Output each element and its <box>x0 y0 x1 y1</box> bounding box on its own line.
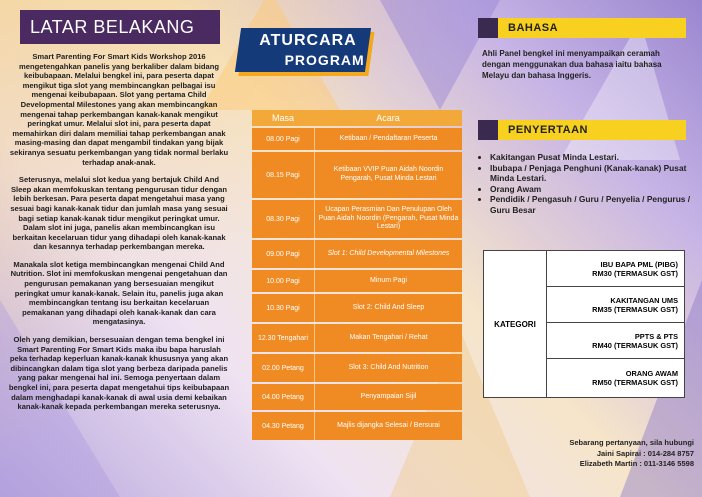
paragraph: Oleh yang demikian, bersesuaian dengan tema bengkel ini Smart Parenting For Smart Kids maka ibu bapa haruslah peka terhadap keperluan kanak-kanak khususnya yang akan dibincangkan dalam tiga slot yang berbeza daripada panelis yang pakar mengenai hal ini. Semoga penyertaan dalam bengkel ini, para peserta dapat mengetahui tips keibubapaan dalam menghadapi kanak-kanak di awal usia demi kebaikan kanak-kanak kepada perkembangan mereka seterusnya. <box>8 335 230 412</box>
kategori-table <box>483 250 685 398</box>
kategori-row <box>546 287 684 323</box>
schedule-row <box>252 354 462 382</box>
kategori-row <box>546 251 684 287</box>
schedule-row <box>252 128 462 150</box>
kategori-row <box>546 323 684 359</box>
schedule-row <box>252 152 462 198</box>
banner-line1: ATURCARA <box>259 32 357 49</box>
row-event: Minum Pagi <box>370 276 407 284</box>
kategori-fee: RM50 (TERMASUK GST) <box>592 378 678 387</box>
row-time: 08.30 Pagi <box>252 200 315 238</box>
kategori-fee: RM30 (TERMASUK GST) <box>592 268 678 278</box>
schedule-row <box>252 384 462 410</box>
penyertaan-heading <box>478 120 686 140</box>
row-event: Slot 1: Child Developmental Milestones <box>327 249 450 257</box>
row-event: Slot 2: Child And Sleep <box>352 303 425 311</box>
row-event: Ketibaan / Pendaftaran Peserta <box>339 134 438 142</box>
contact-line: Elizabeth Martin : 011-3146 5598 <box>579 459 694 468</box>
latar-belakang-title: LATAR BELAKANG <box>20 10 220 44</box>
row-time: 10.00 Pagi <box>252 270 315 292</box>
penyertaan-list <box>478 152 702 216</box>
contact-line: Jaini Sapirai : 014-284 8757 <box>596 448 694 458</box>
contact-info <box>486 438 694 470</box>
paragraph: Manakala slot ketiga membincangkan mengenai Child And Nutrition. Slot ini memfokuskan mengenai pengetahuan dan pengurusan pemakanan yang bersesuaian mengikut peringkat umur kanak-kanak. Selain itu, panelis juga akan membincangkan tentang isu berkaitan kecelaruan pemakanan yang dihadapi oleh kanak-kanak dan cara mengatasinya. <box>10 259 228 327</box>
list-item: • Kakitangan Pusat Minda Lestari. <box>490 152 702 163</box>
row-time: 04.00 Petang <box>252 384 315 410</box>
schedule-row <box>252 240 462 268</box>
penyertaan-title: PENYERTAAN <box>508 124 588 136</box>
schedule-row <box>252 270 462 292</box>
contact-line: Sebarang pertanyaan, sila hubungi <box>569 438 694 447</box>
list-item: • Orang Awam <box>490 184 702 195</box>
kategori-name: KAKITANGAN UMS <box>610 295 678 305</box>
row-time: 08.15 Pagi <box>252 152 315 198</box>
row-time: 12.30 Tengahari <box>252 324 315 352</box>
bahasa-text: Ahli Panel bengkel ini menyampaikan ceramah dengan menggunakan dua bahasa iaitu bahasa Melayu dan bahasa Inggeris. <box>482 49 662 80</box>
schedule-row <box>252 294 462 322</box>
banner-line2: PROGRAM <box>284 52 365 68</box>
kategori-fee: RM40 (TERMASUK GST) <box>592 340 678 350</box>
latar-belakang-body <box>8 52 230 420</box>
header-event: Acara <box>376 113 400 123</box>
bahasa-heading <box>478 18 686 38</box>
list-item: • Pendidik / Pengasuh / Guru / Penyelia / Pengurus / Guru Besar <box>490 194 702 215</box>
schedule-row <box>252 412 462 440</box>
list-item: • Ibubapa / Penjaga Penghuni (Kanak-kanak) Pusat Minda Lestari. <box>490 163 702 184</box>
schedule-row <box>252 324 462 352</box>
row-event: Majlis dijangka Selesai / Bersurai <box>337 421 440 429</box>
kategori-label: KATEGORI <box>484 251 547 397</box>
row-event: Ketibaan VVIP Puan Aidah Noordin Pengarah, Pusat Minda Lestari <box>333 166 444 182</box>
kategori-name: IBU BAPA PML (PIBG) <box>600 259 678 269</box>
row-time: 09.00 Pagi <box>252 240 315 268</box>
row-event: Makan Tengahari / Rehat <box>349 333 428 341</box>
schedule-table <box>252 128 462 442</box>
aturcara-banner <box>235 28 371 72</box>
schedule-row <box>252 200 462 238</box>
paragraph: Seterusnya, melalui slot kedua yang bertajuk Child And Sleep akan memfokuskan tentang pengurusan tidur dengan lebih berkesan. Para peserta dapat mengetahui masa yang sesuai bagi kanak-kanak tidur dan jumlah masa yang sesuai bagi setiap kanak-kanak tidur mengikut peringkat umur. Dalam slot ini juga, panelis akan membincangkan isu berkaitan kecelaruan tidur yang dihadapi oleh kanak-kanak dan kesannya terhadap perkembangan mereka. <box>10 175 228 252</box>
row-time: 02.00 Petang <box>252 354 315 382</box>
row-time: 10.30 Pagi <box>252 294 315 322</box>
row-event: Penyampaian Sijil <box>360 392 417 400</box>
row-event: Slot 3: Child And Nutrition <box>348 363 429 371</box>
kategori-fee: RM35 (TERMASUK GST) <box>592 304 678 314</box>
kategori-name: PPTS & PTS <box>634 331 678 341</box>
kategori-name: ORANG AWAM <box>625 369 678 378</box>
schedule-header <box>252 110 462 126</box>
kategori-row <box>546 359 684 397</box>
bahasa-title: BAHASA <box>508 22 559 34</box>
header-time: Masa <box>271 113 294 123</box>
paragraph: Smart Parenting For Smart Kids Workshop 2016 mengetengahkan panelis yang berkaliber dalam bidang keibubapaan. Melalui bengkel ini, para peserta dapat mengikut tiga slot yang membincangkan pelbagai isu mengenai keibubapaan. Slot yang pertama Child Developmental Milestones yang akan membincangkan mengenai tahap perkembangan kanak-kanak mengikut peringkat umur. Melalui slot ini, para peserta dapat memahirkan diri dalam memiliai tahap perkembangan anak masing-masing dan dapat mengambil tindakan yang bijak sekiranya sesuatu perkembangan yang tidak normal berlaku terhadap anak-anak. <box>9 52 229 167</box>
row-time: 08.00 Pagi <box>252 128 315 150</box>
row-time: 04.30 Petang <box>252 412 315 440</box>
row-event: Ucapan Perasmian Dan Penulupan Oleh Puan Aidah Noordin (Pengarah, Pusat Minda Lestari) <box>318 206 459 231</box>
